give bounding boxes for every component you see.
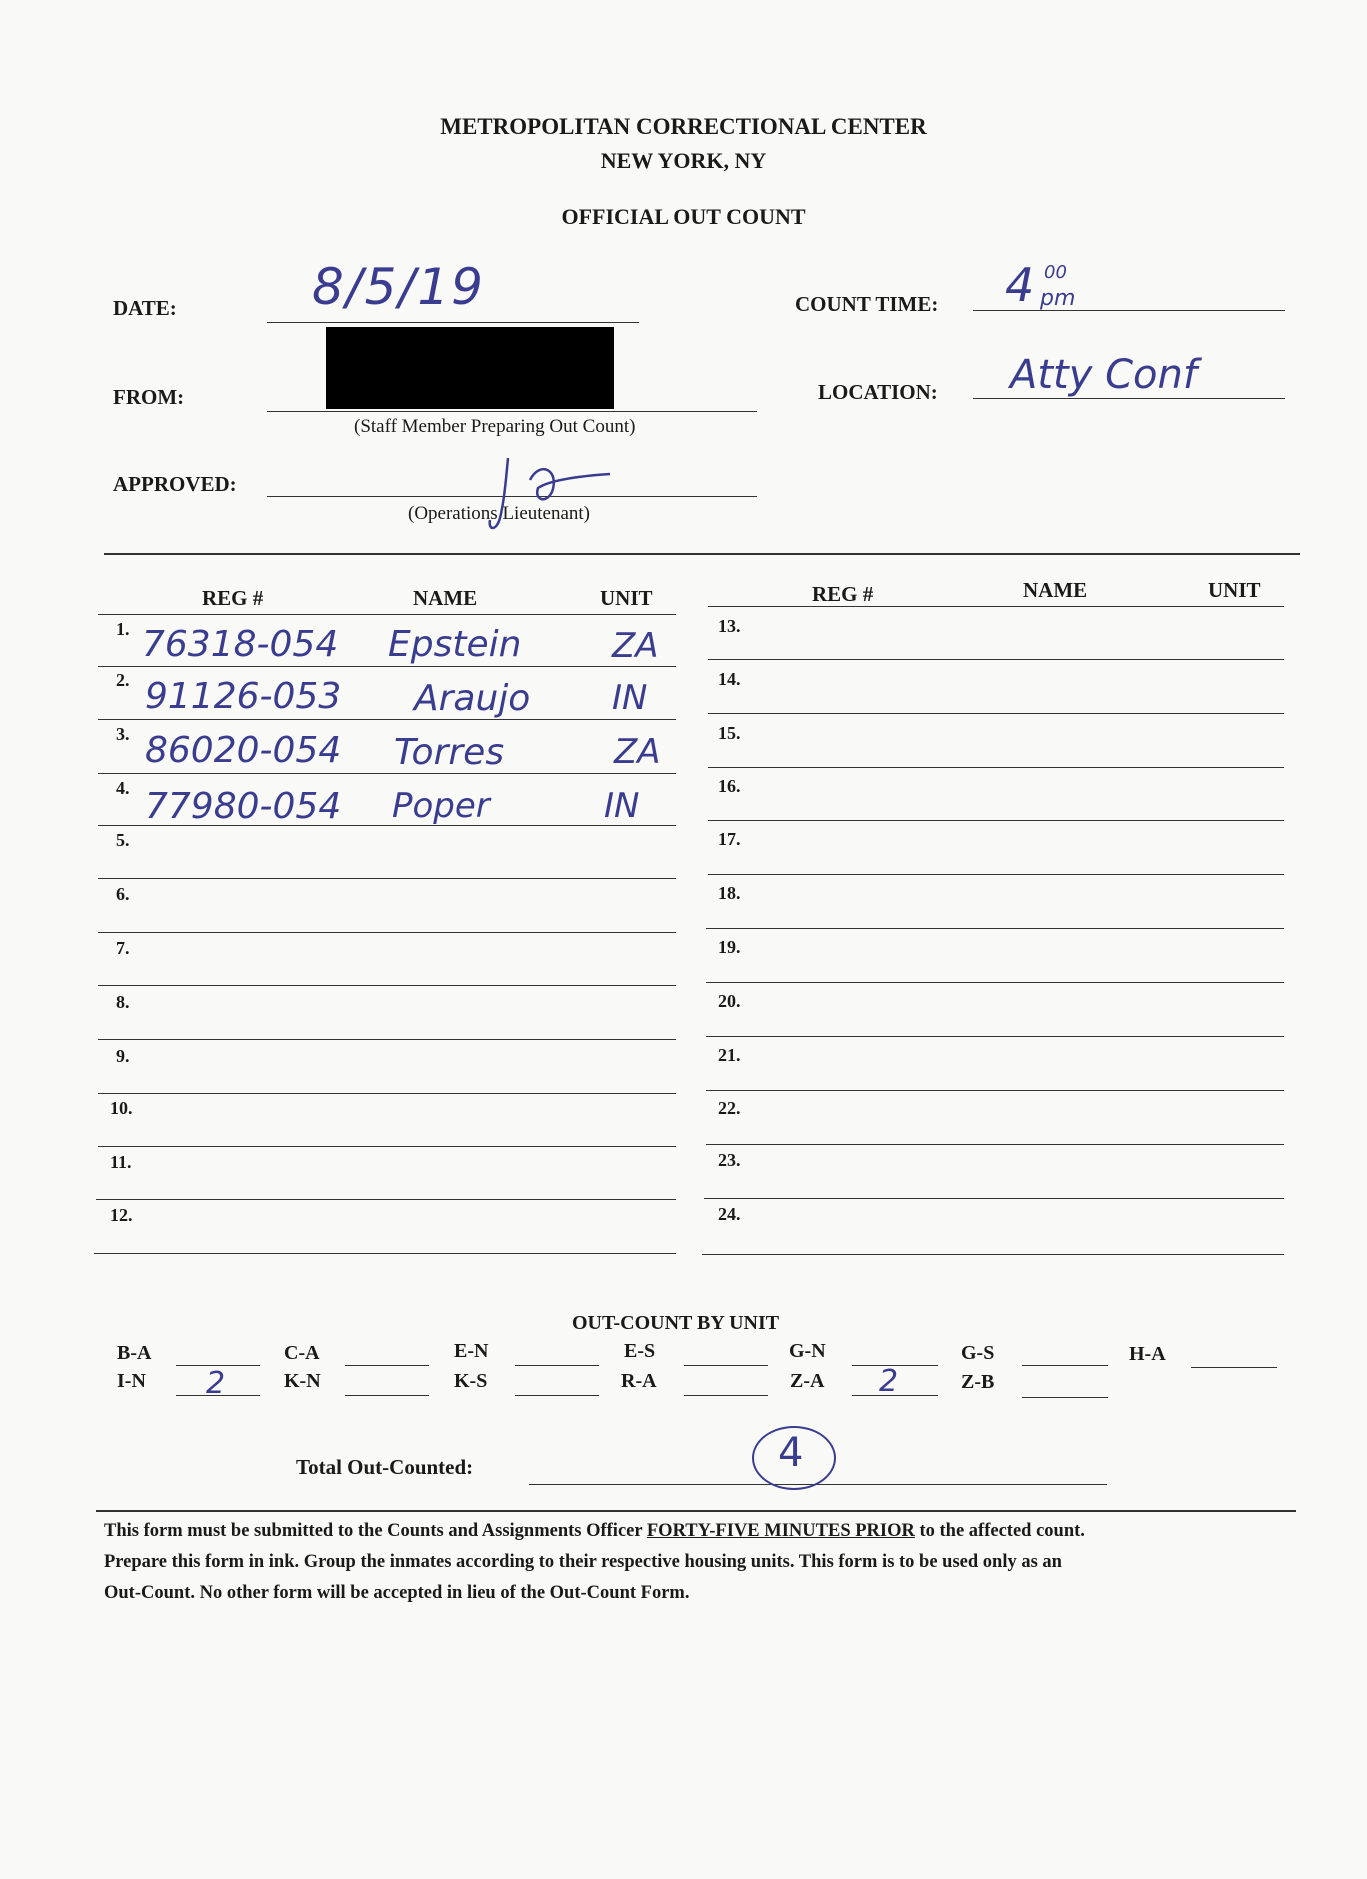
reg-number: 91126-053	[145, 676, 342, 717]
footer-line-3: Out-Count. No other form will be accepted in lieu of the Out-Count Form.	[104, 1583, 690, 1603]
row-number: 10.	[110, 1098, 133, 1118]
date-value: 8/5/19	[312, 258, 485, 316]
institution-name: METROPOLITAN CORRECTIONAL CENTER	[440, 114, 927, 139]
row-line	[98, 825, 676, 826]
location-label: LOCATION:	[818, 380, 938, 404]
right-header-unit: UNIT	[1208, 578, 1261, 602]
total-value: 4	[778, 1430, 804, 1476]
row-line	[94, 1253, 676, 1254]
unit-blank	[176, 1395, 260, 1396]
unit-label: G-S	[961, 1342, 995, 1364]
from-caption: (Staff Member Preparing Out Count)	[354, 416, 636, 437]
outcount-title: OUT-COUNT BY UNIT	[572, 1312, 780, 1334]
inmate-name: Poper	[392, 786, 490, 826]
unit-blank	[1022, 1397, 1108, 1398]
inmate-unit: IN	[612, 678, 648, 718]
count-time-label: COUNT TIME:	[795, 292, 939, 316]
row-number: 17.	[718, 829, 741, 849]
row-line	[704, 1198, 1284, 1199]
from-label: FROM:	[113, 385, 185, 409]
unit-label: C-A	[284, 1342, 320, 1364]
unit-blank	[852, 1395, 938, 1396]
row-number: 16.	[718, 776, 741, 796]
unit-label: G-N	[789, 1340, 826, 1362]
unit-label: E-N	[454, 1340, 489, 1362]
institution-city: NEW YORK, NY	[600, 148, 767, 173]
right-header-reg: REG #	[812, 582, 874, 606]
row-number: 9.	[116, 1046, 130, 1066]
inmate-unit: IN	[604, 786, 640, 826]
row-line	[98, 773, 676, 774]
left-header-reg: REG #	[202, 586, 264, 610]
unit-label: K-N	[284, 1370, 321, 1392]
row-number: 11.	[110, 1152, 132, 1172]
row-number: 18.	[718, 883, 741, 903]
row-number: 4.	[116, 778, 130, 798]
row-number: 14.	[718, 669, 741, 689]
row-line	[98, 719, 676, 720]
row-line	[708, 820, 1284, 821]
approved-label: APPROVED:	[113, 472, 237, 496]
row-line	[706, 928, 1284, 929]
footer-divider	[96, 1510, 1296, 1512]
unit-blank	[1191, 1367, 1277, 1368]
approved-caption: (Operations Lieutenant)	[408, 503, 591, 524]
footer-line-1-post: to the affected count.	[914, 1521, 1085, 1541]
form-title: OFFICIAL OUT COUNT	[561, 204, 806, 229]
unit-blank	[515, 1365, 599, 1366]
footer-line-1-pre: This form must be submitted to the Counts and Assignments Officer	[104, 1521, 647, 1541]
unit-blank	[515, 1395, 599, 1396]
unit-label: Z-B	[961, 1371, 995, 1393]
right-header-name: NAME	[1023, 578, 1088, 602]
unit-label: E-S	[624, 1340, 656, 1362]
unit-blank	[1022, 1365, 1108, 1366]
row-number: 19.	[718, 937, 741, 957]
left-header-name: NAME	[413, 586, 478, 610]
row-line	[98, 1093, 676, 1094]
row-line	[708, 874, 1284, 875]
row-number: 15.	[718, 723, 741, 743]
row-line	[702, 1254, 1284, 1255]
row-number: 13.	[718, 616, 741, 636]
row-number: 23.	[718, 1150, 741, 1170]
row-line	[706, 1144, 1284, 1145]
inmate-name: Epstein	[388, 624, 522, 665]
row-line	[98, 878, 676, 879]
row-line	[98, 666, 676, 667]
from-line	[267, 411, 757, 412]
row-line	[708, 767, 1284, 768]
row-line	[98, 985, 676, 986]
lieutenant-signature	[460, 440, 620, 540]
location-value: Atty Conf	[1010, 352, 1197, 398]
row-number: 2.	[116, 670, 130, 690]
unit-label: H-A	[1129, 1343, 1166, 1365]
footer-line-2: Prepare this form in ink. Group the inmates according to their respective housing units. This form is to be used only as an	[104, 1552, 1062, 1572]
count-time-value: 4	[1005, 258, 1035, 312]
row-line	[98, 1146, 676, 1147]
row-line	[708, 659, 1284, 660]
unit-label: R-A	[621, 1370, 657, 1392]
row-number: 12.	[110, 1205, 133, 1225]
left-header-line	[98, 614, 676, 615]
unit-label: K-S	[454, 1370, 488, 1392]
row-line	[706, 982, 1284, 983]
row-number: 3.	[116, 724, 130, 744]
date-line	[267, 322, 639, 323]
right-header-line	[708, 606, 1284, 607]
count-time-sub: pm	[1040, 286, 1076, 311]
count-time-sup: 00	[1044, 262, 1067, 283]
section-divider	[104, 553, 1300, 555]
row-line	[98, 1039, 676, 1040]
unit-label: B-A	[117, 1342, 152, 1364]
row-number: 7.	[116, 938, 130, 958]
unit-label: Z-A	[790, 1370, 825, 1392]
reg-number: 77980-054	[145, 786, 342, 827]
footer-line-1	[104, 1516, 1264, 1547]
row-number: 6.	[116, 884, 130, 904]
date-label: DATE:	[113, 296, 177, 320]
left-header-unit: UNIT	[600, 586, 653, 610]
footer-emphasis: FORTY-FIVE MINUTES PRIOR	[646, 1521, 915, 1541]
unit-blank	[684, 1395, 768, 1396]
row-line	[98, 932, 676, 933]
row-line	[96, 1199, 676, 1200]
row-number: 21.	[718, 1045, 741, 1065]
unit-blank	[684, 1365, 768, 1366]
unit-value: 2	[206, 1366, 226, 1401]
unit-label: I-N	[117, 1370, 146, 1392]
unit-blank	[345, 1365, 429, 1366]
row-number: 8.	[116, 992, 130, 1012]
row-line	[706, 1036, 1284, 1037]
row-number: 5.	[116, 830, 130, 850]
inmate-unit: ZA	[612, 626, 659, 666]
reg-number: 86020-054	[145, 730, 342, 771]
row-number: 20.	[718, 991, 741, 1011]
unit-blank	[345, 1395, 429, 1396]
total-label: Total Out-Counted:	[296, 1455, 474, 1479]
reg-number: 76318-054	[142, 624, 339, 665]
row-line	[706, 1090, 1284, 1091]
inmate-unit: ZA	[614, 732, 661, 772]
redaction-box	[326, 327, 614, 409]
row-number: 24.	[718, 1204, 741, 1224]
inmate-name: Torres	[394, 732, 505, 773]
row-line	[708, 713, 1284, 714]
inmate-name: Araujo	[414, 678, 531, 719]
row-number: 1.	[116, 619, 130, 639]
location-line	[973, 398, 1285, 399]
row-number: 22.	[718, 1098, 741, 1118]
unit-value: 2	[879, 1364, 899, 1399]
